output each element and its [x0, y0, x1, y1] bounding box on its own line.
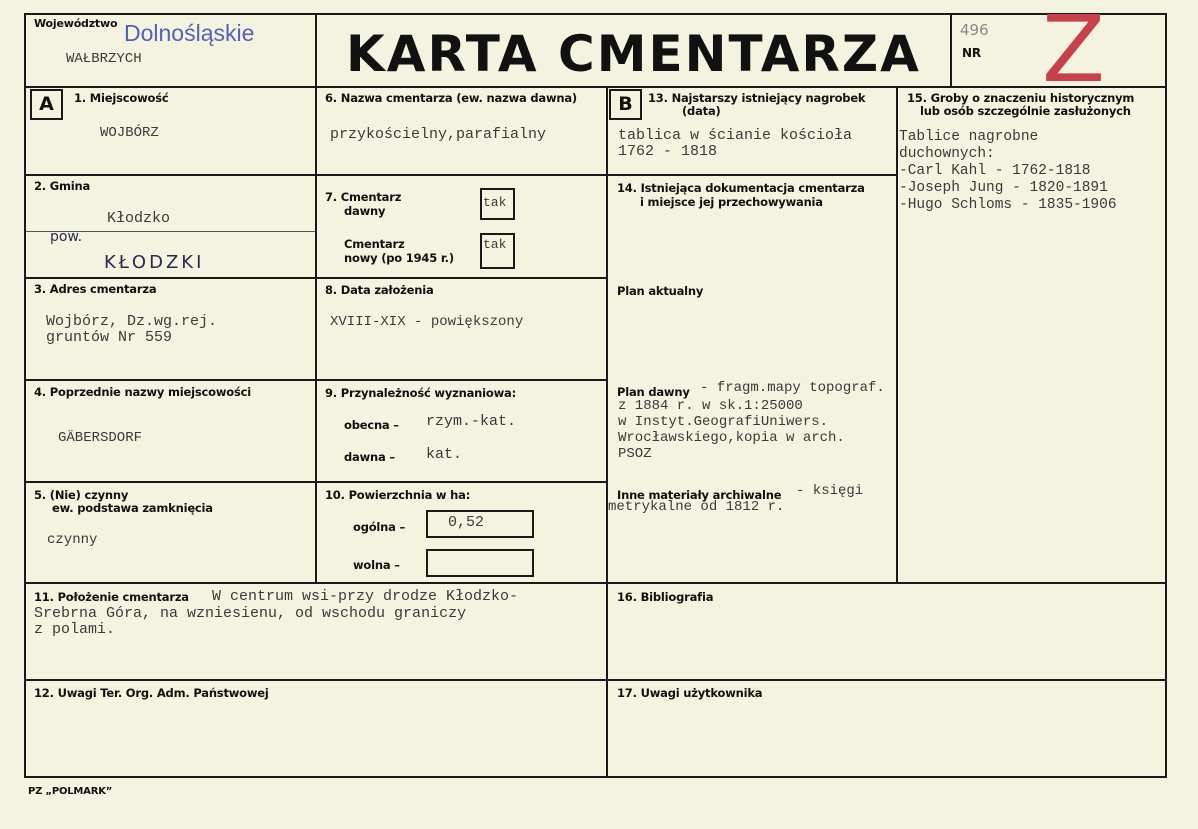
f10-wolna-label: wolna –: [353, 558, 400, 572]
f13-sublabel: (data): [682, 104, 721, 118]
f12-label: 12. Uwagi Ter. Org. Adm. Państwowej: [34, 686, 269, 700]
f10-wolna-box: [426, 549, 534, 577]
f10-ogolna-value: 0,52: [448, 514, 485, 531]
f7-dawny-label: dawny: [344, 204, 386, 218]
f14-plan-aktualny: Plan aktualny: [617, 284, 704, 298]
frame-left: [24, 13, 26, 778]
f7-nowy-value: tak: [483, 237, 507, 252]
frame-right: [1165, 13, 1167, 778]
rule-row6: [24, 679, 1167, 681]
vrule-col2: [606, 86, 608, 778]
f15-sublabel: lub osób szczególnie zasłużonych: [920, 104, 1131, 118]
section-a-letter: A: [30, 89, 63, 120]
wojewodztwo-label: Województwo: [34, 17, 118, 30]
f7-nowy-label: Cmentarz: [344, 237, 405, 251]
f7-dawny-value: tak: [483, 195, 507, 210]
frame-bottom: [24, 776, 1167, 778]
f1-value: WOJBÓRZ: [100, 125, 159, 141]
wojewodztwo-value: WAŁBRZYCH: [66, 51, 142, 67]
f17-label: 17. Uwagi użytkownika: [617, 686, 763, 700]
f2-label: 2. Gmina: [34, 179, 91, 193]
f5-label: 5. (Nie) czynny: [34, 488, 129, 502]
f9-dawna-label: dawna –: [344, 450, 395, 464]
f2-powiat-note: KŁODZKI: [104, 252, 205, 273]
f7-nowy-box: [480, 233, 515, 269]
f11-label: 11. Położenie cmentarza: [34, 590, 189, 604]
f14-inne-rest: metrykalne od 1812 r.: [608, 499, 785, 515]
f3-value: Wojbórz, Dz.wg.rej. gruntów Nr 559: [46, 313, 218, 346]
rule-header: [24, 86, 1167, 88]
f6-label: 6. Nazwa cmentarza (ew. nazwa dawna): [325, 91, 577, 105]
f9-dawna-value: kat.: [426, 446, 463, 463]
f14-label: 14. Istniejąca dokumentacja cmentarza: [617, 181, 865, 195]
f11-value-rest: Srebrna Góra, na wzniesienu, od wschodu graniczy z polami.: [34, 605, 467, 638]
vrule-col1: [315, 86, 317, 584]
printer-imprint: PZ „POLMARK”: [28, 786, 113, 797]
f5-value: czynny: [47, 532, 98, 548]
f3-label: 3. Adres cmentarza: [34, 282, 157, 296]
vrule-col3: [896, 86, 898, 584]
f14-plan-dawny-label: Plan dawny: [617, 385, 690, 399]
f8-label: 8. Data założenia: [325, 283, 434, 297]
f2-pow-note: pow.: [50, 229, 83, 245]
f4-label: 4. Poprzednie nazwy miejscowości: [34, 385, 251, 399]
f7-label: 7. Cmentarz: [325, 190, 402, 204]
f2-value: Kłodzko: [107, 210, 171, 227]
wojewodztwo-stamp: Dolnośląskie: [124, 20, 255, 46]
f11-value-first: W centrum wsi-przy drodze Kłodzko-: [212, 588, 519, 605]
f14-sublabel: i miejsce jej przechowywania: [640, 195, 823, 209]
rule-row1: [24, 174, 898, 176]
rule-row5: [24, 582, 1167, 584]
category-letter: Z: [1042, 0, 1106, 103]
card-title: KARTA CMENTARZA: [346, 25, 921, 83]
f13-value: tablica w ścianie kościoła 1762 - 1818: [618, 127, 853, 160]
f7-dawny-box: [480, 188, 515, 220]
f10-ogolna-box: [426, 510, 534, 538]
f1-label: 1. Miejscowość: [74, 91, 169, 105]
section-b-letter: B: [609, 89, 642, 120]
nr-handwritten: 496: [960, 21, 989, 39]
f9-label: 9. Przynależność wyznaniowa:: [325, 386, 516, 400]
nr-label: NR: [962, 46, 981, 60]
f15-value: Tablice nagrobne duchownych: -Carl Kahl - 1762-1818 -Joseph Jung - 1820-1891 -Hugo Schloms - 1835-1906: [899, 129, 1117, 213]
f4-value: GÄBERSDORF: [58, 430, 143, 446]
f14-plan-dawny-rest: z 1884 r. w sk.1:25000 w Instyt.GeografiUniwers. Wrocławskiego,kopia w arch. PSOZ: [618, 398, 845, 462]
f16-label: 16. Bibliografia: [617, 590, 714, 604]
f10-ogolna-label: ogólna –: [353, 520, 406, 534]
f14-plan-dawny-first: - fragm.mapy topograf.: [700, 380, 885, 396]
f6-value: przykościelny,parafialny: [330, 126, 547, 143]
f13-label: 13. Najstarszy istniejący nagrobek: [648, 91, 866, 105]
f9-obecna-value: rzym.-kat.: [426, 413, 517, 430]
f9-obecna-label: obecna –: [344, 418, 399, 432]
f15-label: 15. Groby o znaczeniu historycznym: [907, 91, 1135, 105]
vrule-header-2: [950, 13, 952, 88]
f5-sublabel: ew. podstawa zamknięcia: [52, 501, 213, 515]
f10-label: 10. Powierzchnia w ha:: [325, 488, 471, 502]
frame-top: [24, 13, 1167, 15]
vrule-header-1: [315, 13, 317, 88]
f14-inne-first: - księgi: [796, 483, 864, 499]
f7-nowy-sublabel: nowy (po 1945 r.): [344, 251, 454, 265]
f14-inne-label: Inne materiały archiwalne: [617, 488, 782, 502]
f8-value: XVIII-XIX - powiększony: [330, 314, 524, 330]
